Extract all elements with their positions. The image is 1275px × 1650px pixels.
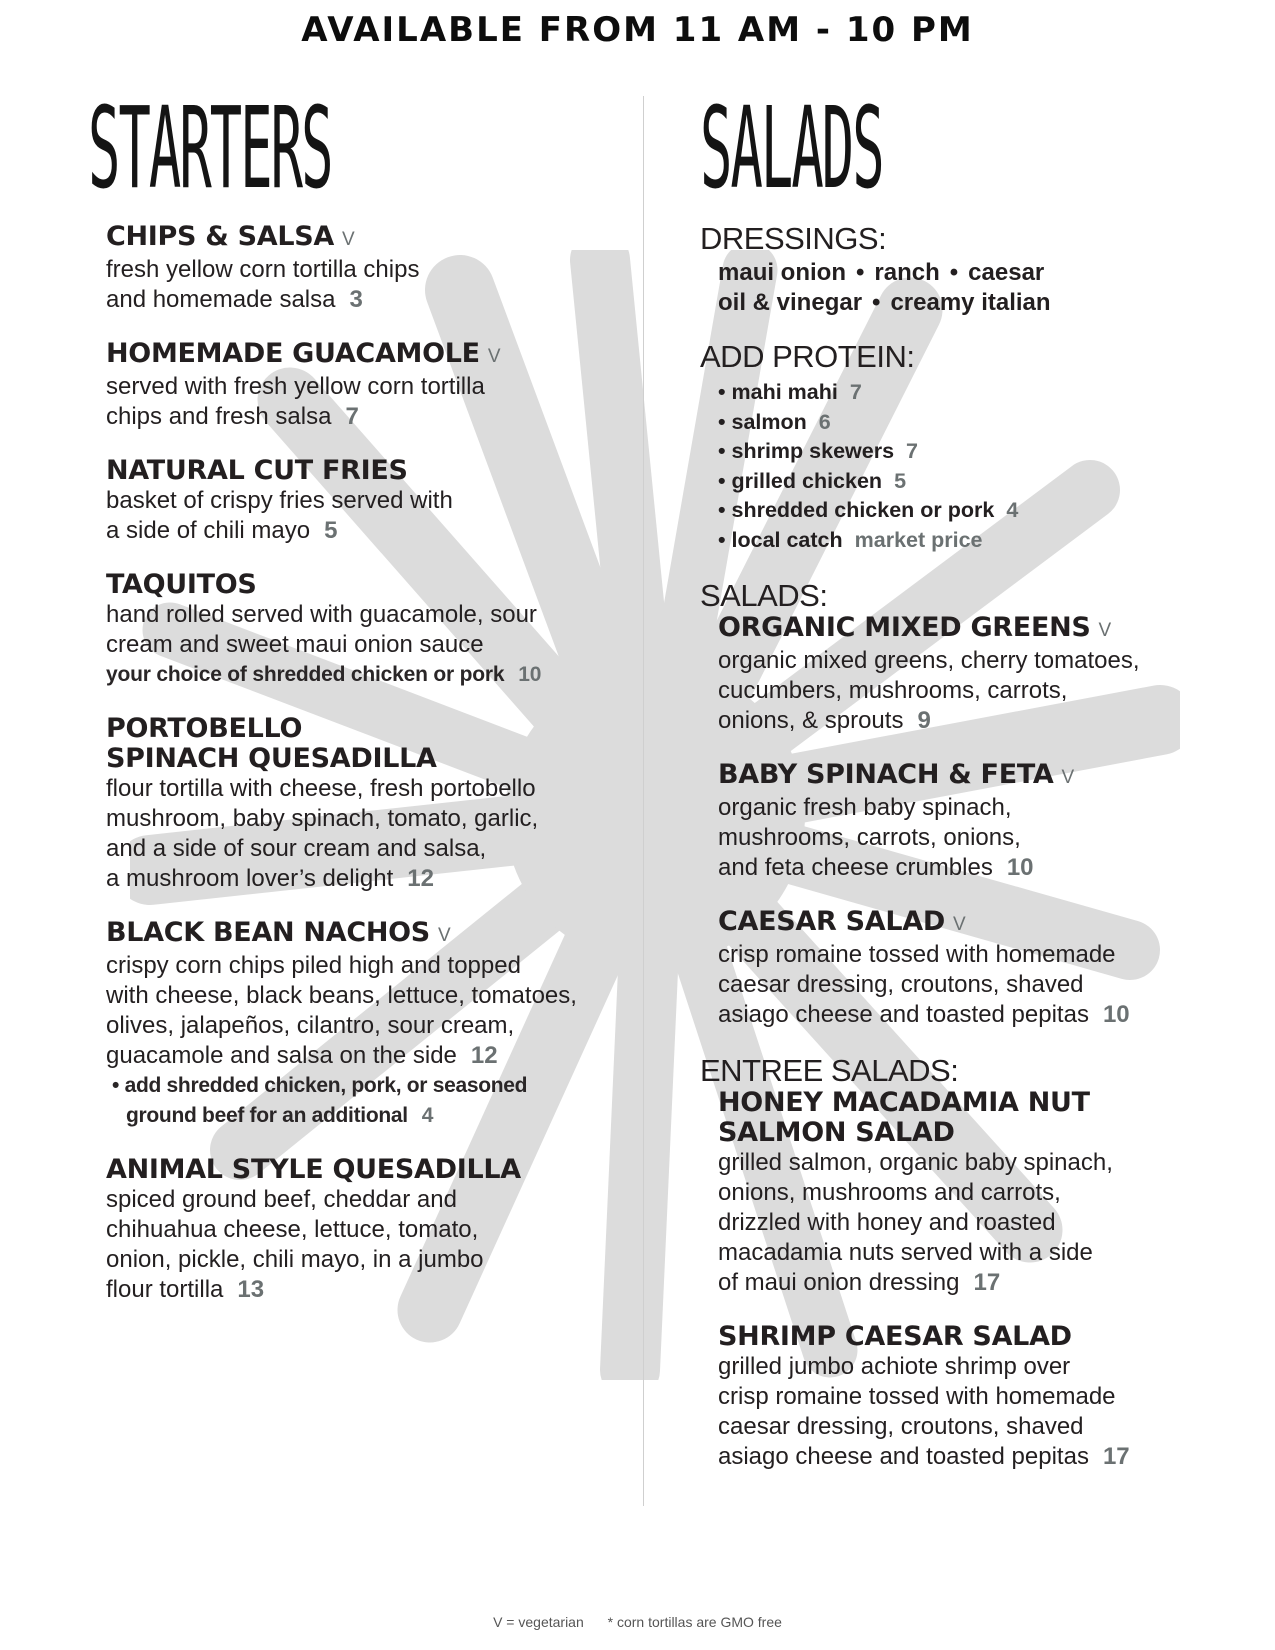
item-name: SALMON SALAD <box>718 1117 955 1148</box>
vegetarian-badge: V <box>342 229 355 250</box>
item-price: 12 <box>470 1042 498 1069</box>
item-description: and homemade salsa <box>106 286 336 313</box>
menu-item <box>106 222 628 315</box>
menu-item <box>106 1155 628 1305</box>
item-description: and a side of sour cream and salsa, <box>106 835 487 862</box>
salads-list <box>700 613 1220 1030</box>
item-description: asiago cheese and toasted pepitas <box>718 1443 1089 1470</box>
list-item <box>718 408 1220 438</box>
bullet-separator: • <box>856 259 865 286</box>
menu-item <box>718 760 1220 883</box>
item-description: caesar dressing, croutons, shaved <box>718 1413 1084 1440</box>
salads-title: SALADS <box>700 84 883 214</box>
menu-item <box>718 613 1220 736</box>
item-price: 7 <box>906 439 918 463</box>
item-note: your choice of shredded chicken or pork <box>106 663 505 686</box>
list-item <box>718 437 1220 467</box>
protein-name: • shrimp skewers <box>718 439 895 463</box>
dressing-option: ranch <box>874 259 940 286</box>
item-description: onion, pickle, chili mayo, in a jumbo <box>106 1246 484 1273</box>
item-description: onions, mushrooms and carrots, <box>718 1179 1061 1206</box>
availability-banner: AVAILABLE FROM 11 AM - 10 PM <box>301 10 974 50</box>
item-description: hand rolled served with guacamole, sour <box>106 601 537 628</box>
dressing-option: caesar <box>968 259 1045 286</box>
protein-name: • local catch <box>718 527 843 552</box>
menu-item <box>106 339 628 432</box>
item-price: 17 <box>973 1269 1001 1296</box>
item-name: BLACK BEAN NACHOS <box>106 917 430 948</box>
menu-item <box>718 907 1220 1030</box>
item-description: of maui onion dressing <box>718 1269 960 1296</box>
bullet-separator: • <box>872 289 881 316</box>
menu-item <box>106 714 628 894</box>
item-description: guacamole and salsa on the side <box>106 1042 457 1069</box>
item-description: onions, & sprouts <box>718 707 904 734</box>
salads-label: SALADS: <box>700 578 828 613</box>
item-name: HONEY MACADAMIA NUT <box>718 1087 1090 1118</box>
vegetarian-badge: V <box>487 346 501 367</box>
dressing-option: oil & vinegar <box>718 289 863 316</box>
menu-item <box>106 456 628 546</box>
add-protein-label: ADD PROTEIN: <box>700 339 915 374</box>
entree-salads-label: ENTREE SALADS: <box>700 1053 959 1088</box>
item-description: drizzled with honey and roasted <box>718 1209 1056 1236</box>
menu-item <box>718 1322 1220 1472</box>
item-description: crisp romaine tossed with homemade <box>718 1383 1116 1410</box>
vegetarian-badge: V <box>1061 767 1074 788</box>
item-description: organic mixed greens, cherry tomatoes, <box>718 647 1140 674</box>
item-price: 9 <box>917 707 931 734</box>
list-item <box>718 378 1220 408</box>
item-description: caesar dressing, croutons, shaved <box>718 971 1084 998</box>
gmo-note: * corn tortillas are GMO free <box>607 1614 782 1630</box>
item-price: 5 <box>894 468 907 493</box>
item-description: flour tortilla <box>106 1276 224 1303</box>
item-name: SHRIMP CAESAR SALAD <box>718 1321 1072 1352</box>
item-description: grilled jumbo achiote shrimp over <box>718 1353 1071 1380</box>
addon-line: ground beef for an additional <box>126 1104 408 1127</box>
item-price: 7 <box>849 380 862 404</box>
item-description: a mushroom lover’s delight <box>106 865 394 892</box>
protein-name: • shredded chicken or pork <box>718 498 995 522</box>
bullet-separator: • <box>949 259 959 286</box>
vegetarian-badge: V <box>437 925 451 946</box>
item-price: 13 <box>237 1276 265 1303</box>
item-name: PORTOBELLO <box>106 713 303 744</box>
item-price: 5 <box>324 517 338 544</box>
item-description: macadamia nuts served with a side <box>718 1239 1093 1266</box>
item-description: chihuahua cheese, lettuce, tomato, <box>106 1216 479 1243</box>
item-description: mushrooms, carrots, onions, <box>718 824 1021 851</box>
item-price: 12 <box>407 865 434 892</box>
item-name: NATURAL CUT FRIES <box>106 455 408 486</box>
item-price: market price <box>854 527 983 552</box>
addon-note <box>106 1071 628 1131</box>
item-name: SPINACH QUESADILLA <box>106 743 437 774</box>
item-price: 10 <box>518 663 542 686</box>
item-description: organic fresh baby spinach, <box>718 794 1012 821</box>
vegetarian-legend: V = vegetarian <box>493 1614 584 1630</box>
item-price: 6 <box>818 409 831 434</box>
dressing-option: maui onion <box>718 259 846 286</box>
item-description: grilled salmon, organic baby spinach, <box>718 1149 1113 1176</box>
addon-line: • add shredded chicken, pork, or seasoned <box>112 1074 528 1097</box>
item-name: ORGANIC MIXED GREENS <box>718 612 1091 643</box>
vegetarian-badge: V <box>952 914 966 935</box>
vegetarian-badge: V <box>1098 620 1111 641</box>
item-name: TAQUITOS <box>106 569 257 600</box>
item-description: asiago cheese and toasted pepitas <box>718 1001 1089 1028</box>
menu-item <box>106 570 628 690</box>
item-name: ANIMAL STYLE QUESADILLA <box>106 1154 521 1185</box>
item-description: fresh yellow corn tortilla chips <box>106 256 420 283</box>
list-item <box>718 526 1220 556</box>
menu-item <box>718 1088 1220 1298</box>
dressings-list <box>700 258 1220 318</box>
item-description: and feta cheese crumbles <box>718 854 993 881</box>
item-description: basket of crispy fries served with <box>106 487 453 514</box>
dressing-option: creamy italian <box>890 289 1051 316</box>
item-description: olives, jalapeños, cilantro, sour cream, <box>106 1012 515 1039</box>
item-price: 7 <box>345 403 359 430</box>
item-price: 3 <box>349 286 363 313</box>
item-description: mushroom, baby spinach, tomato, garlic, <box>106 805 539 832</box>
footer-notes <box>0 1614 1275 1630</box>
column-divider <box>643 96 644 1506</box>
item-price: 17 <box>1102 1443 1130 1470</box>
item-description: crisp romaine tossed with homemade <box>718 941 1116 968</box>
protein-list <box>700 378 1220 555</box>
item-description: spiced ground beef, cheddar and <box>106 1186 457 1213</box>
item-description: cucumbers, mushrooms, carrots, <box>718 677 1068 704</box>
item-name: CHIPS & SALSA <box>106 221 335 252</box>
salads-column <box>700 84 1220 1496</box>
item-price: 10 <box>1102 1001 1130 1028</box>
item-name: CAESAR SALAD <box>718 906 945 937</box>
menu-item <box>106 918 628 1131</box>
item-description: served with fresh yellow corn tortilla <box>106 373 485 400</box>
item-description: crispy corn chips piled high and topped <box>106 952 521 979</box>
protein-name: • grilled chicken <box>718 468 883 493</box>
protein-name: • salmon <box>718 409 807 434</box>
starters-column <box>88 84 628 1329</box>
item-name: HOMEMADE GUACAMOLE <box>106 338 480 369</box>
entree-salads-list <box>700 1088 1220 1472</box>
item-description: with cheese, black beans, lettuce, tomatoes, <box>106 982 577 1009</box>
list-item <box>718 496 1220 526</box>
item-price: 4 <box>421 1104 434 1127</box>
item-description: cream and sweet maui onion sauce <box>106 631 484 658</box>
item-name: BABY SPINACH & FETA <box>718 759 1054 790</box>
protein-name: • mahi mahi <box>718 380 838 404</box>
item-description: flour tortilla with cheese, fresh portobello <box>106 775 536 802</box>
item-description: chips and fresh salsa <box>106 403 332 430</box>
starters-list <box>88 222 628 1305</box>
starters-title: STARTERS <box>88 84 332 214</box>
dressings-label: DRESSINGS: <box>700 221 887 256</box>
item-description: a side of chili mayo <box>106 517 311 544</box>
list-item <box>718 467 1220 497</box>
item-price: 10 <box>1006 854 1034 881</box>
item-price: 4 <box>1006 498 1019 522</box>
